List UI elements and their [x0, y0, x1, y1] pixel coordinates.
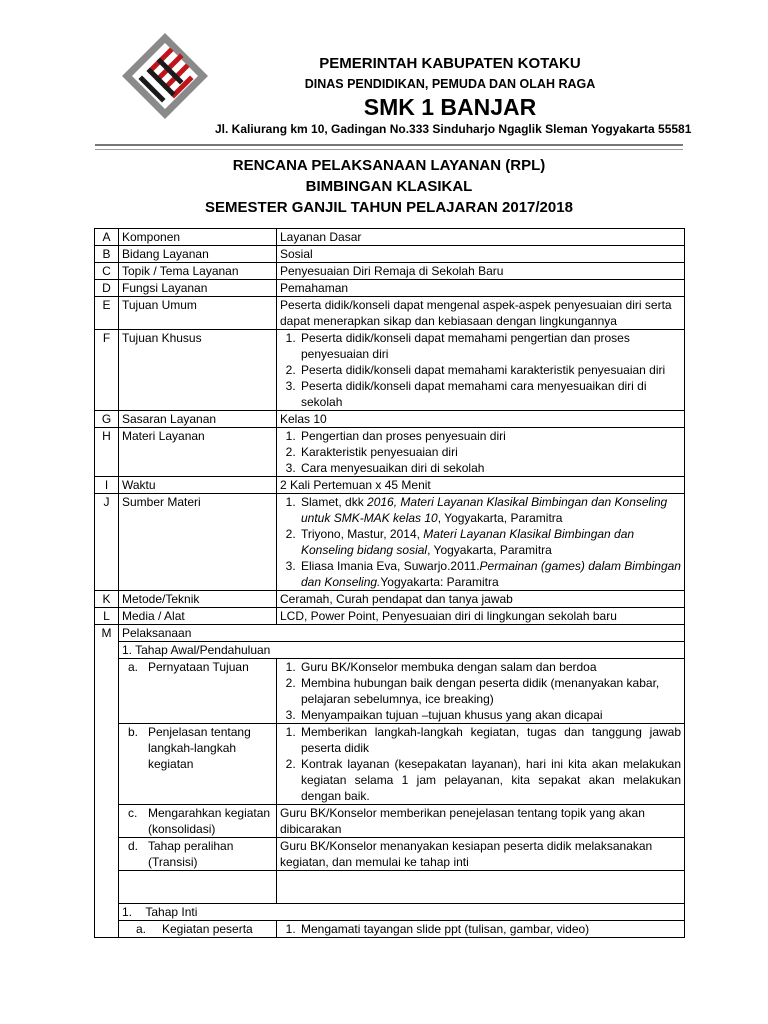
table-row: [95, 280, 685, 297]
step-title: Kegiatan peserta: [162, 922, 253, 936]
row-label: Pelaksanaan: [119, 625, 685, 642]
header-divider-thin: [95, 149, 683, 150]
step-title: Penjelasan tentang langkah-langkah kegiatan: [148, 725, 251, 771]
document-title: RENCANA PELAKSANAAN LAYANAN (RPL): [232, 157, 546, 174]
step-value: Guru BK/Konselor memberikan penejelasan tentang topik yang akan dibicarakan: [277, 805, 685, 838]
step-key: c.: [128, 806, 138, 820]
sumber-list: [280, 494, 681, 590]
list-item: 2. Membina hubungan baik dengan peserta didik (menanyakan kabar, pelajaran sebelumnya, ice breaking): [299, 675, 681, 707]
langkah-list: [280, 724, 681, 804]
row-value: Sosial: [277, 246, 685, 263]
step-value: Guru BK/Konselor menanyakan kesiapan peserta didik melaksanakan kegiatan, dan memulai ke tahap inti: [277, 838, 685, 871]
department-name: DINAS PENDIDIKAN, PEMUDA DAN OLAH RAGA: [304, 77, 596, 91]
table-row: [95, 805, 685, 838]
table-row: [95, 494, 685, 591]
row-label: Tujuan Umum: [119, 297, 277, 330]
row-code: L: [95, 608, 119, 625]
header-divider-thick: [95, 144, 683, 146]
step-value: [277, 921, 685, 938]
list-item: [299, 558, 681, 590]
row-label: Materi Layanan: [119, 428, 277, 477]
ref-title: 2016, Materi Layanan Klasikal Bimbingan dan Konseling untuk SMK-MAK kelas 10: [301, 495, 668, 525]
list-item: 1. Peserta didik/konseli dapat memahami pengertian dan proses penyesuaian diri: [299, 330, 681, 362]
ref-author: Eliasa Imania Eva, Suwarjo.2011.: [301, 559, 480, 573]
row-label: Metode/Teknik: [119, 591, 277, 608]
row-code: D: [95, 280, 119, 297]
list-item: 1. Pengertian dan proses penyesuain diri: [299, 428, 681, 444]
table-row: [95, 428, 685, 477]
kegiatan-list: [280, 921, 681, 937]
table-row: [95, 477, 685, 494]
ref-title: Materi Layanan Klasikal Bimbingan dan Konseling bidang sosial: [301, 527, 635, 557]
step-key: b.: [128, 725, 139, 739]
tahap-awal-heading: 1. Tahap Awal/Pendahuluan: [119, 642, 685, 659]
spacer-cell: [277, 871, 685, 904]
step-title: Pernyataan Tujuan: [148, 660, 249, 674]
step-value: [277, 724, 685, 805]
step-label: [119, 805, 277, 838]
step-label: [119, 921, 277, 938]
rpl-table: [94, 228, 685, 938]
government-name: PEMERINTAH KABUPATEN KOTAKU: [319, 55, 581, 72]
row-value: Layanan Dasar: [277, 229, 685, 246]
row-value: [277, 494, 685, 591]
row-label: Bidang Layanan: [119, 246, 277, 263]
step-title: Tahap peralihan (Transisi): [148, 839, 234, 869]
ref-publisher: , Yogyakarta, Paramitra: [427, 543, 552, 557]
ref-publisher: Yogyakarta: Paramitra: [380, 575, 499, 589]
row-label: Topik / Tema Layanan: [119, 263, 277, 280]
row-code: M: [95, 625, 119, 938]
row-code: F: [95, 330, 119, 411]
row-label: Media / Alat: [119, 608, 277, 625]
step-label: [119, 659, 277, 724]
table-row: [95, 246, 685, 263]
row-code: C: [95, 263, 119, 280]
pernyataan-tujuan-list: [280, 659, 681, 723]
row-label: Sasaran Layanan: [119, 411, 277, 428]
table-row: [95, 838, 685, 871]
step-value: [277, 659, 685, 724]
list-item: 3. Peserta didik/konseli dapat memahami cara menyesuaikan diri di sekolah: [299, 378, 681, 410]
row-value: LCD, Power Point, Penyesuaian diri di lingkungan sekolah baru: [277, 608, 685, 625]
row-label: Sumber Materi: [119, 494, 277, 591]
row-value: Penyesuaian Diri Remaja di Sekolah Baru: [277, 263, 685, 280]
list-item: 2. Peserta didik/konseli dapat memahami karakteristik penyesuaian diri: [299, 362, 681, 378]
list-item: 1. Memberikan langkah-langkah kegiatan, tugas dan tanggung jawab peserta didik: [299, 724, 681, 756]
row-value: [277, 330, 685, 411]
table-row: [95, 659, 685, 724]
table-row: [95, 297, 685, 330]
materi-list: [280, 428, 681, 476]
list-item: 2. Karakteristik penyesuaian diri: [299, 444, 681, 460]
document-subtitle: BIMBINGAN KLASIKAL: [305, 178, 473, 195]
row-code: A: [95, 229, 119, 246]
school-name: SMK 1 BANJAR: [363, 94, 537, 120]
table-row: [95, 642, 685, 659]
table-row: [95, 608, 685, 625]
tujuan-khusus-list: [280, 330, 681, 410]
table-row: [95, 921, 685, 938]
school-logo: [120, 31, 210, 121]
ref-title: Permainan (games) dalam Bimbingan dan Konseling.: [301, 559, 681, 589]
list-item: [299, 494, 681, 526]
row-code: I: [95, 477, 119, 494]
ref-author: Triyono, Mastur, 2014,: [301, 527, 424, 541]
table-row: [95, 411, 685, 428]
row-label: Fungsi Layanan: [119, 280, 277, 297]
step-key: a.: [128, 660, 139, 674]
row-value: Peserta didik/konseli dapat mengenal aspek-aspek penyesuaian diri serta dapat menerapkan sikap dan kebiasaan dengan lingkungannya: [277, 297, 685, 330]
table-row: [95, 330, 685, 411]
list-item: [299, 526, 681, 558]
list-item: 2. Kontrak layanan (kesepakatan layanan), hari ini kita akan melakukan kegiatan selama 1 jam pelayanan, kita sepakat akan melakukan dengan baik.: [299, 756, 681, 804]
table-row: [95, 263, 685, 280]
document-semester: SEMESTER GANJIL TAHUN PELAJARAN 2017/2018: [205, 199, 573, 216]
table-row: [95, 229, 685, 246]
step-label: [119, 724, 277, 805]
row-code: G: [95, 411, 119, 428]
row-value: Kelas 10: [277, 411, 685, 428]
school-address: Jl. Kaliurang km 10, Gadingan No.333 Sinduharjo Ngaglik Sleman Yogyakarta 55581: [215, 122, 692, 136]
row-code: E: [95, 297, 119, 330]
list-item: 3. Menyampaikan tujuan –tujuan khusus yang akan dicapai: [299, 707, 681, 723]
table-row: [95, 591, 685, 608]
row-label: Komponen: [119, 229, 277, 246]
row-code: H: [95, 428, 119, 477]
step-key: d.: [128, 839, 139, 853]
ref-publisher: , Yogyakarta, Paramitra: [437, 511, 563, 525]
row-code: K: [95, 591, 119, 608]
step-label: [119, 838, 277, 871]
row-value: Pemahaman: [277, 280, 685, 297]
tahap-inti-heading: 1. Tahap Inti: [119, 904, 685, 921]
row-label: Waktu: [119, 477, 277, 494]
row-label: Tujuan Khusus: [119, 330, 277, 411]
row-value: Ceramah, Curah pendapat dan tanya jawab: [277, 591, 685, 608]
list-item: 1. Mengamati tayangan slide ppt (tulisan, gambar, video): [299, 921, 681, 937]
row-value: 2 Kali Pertemuan x 45 Menit: [277, 477, 685, 494]
table-row: [95, 904, 685, 921]
step-title: Mengarahkan kegiatan (konsolidasi): [148, 806, 271, 836]
spacer-cell: [119, 871, 277, 904]
table-row: [95, 625, 685, 642]
row-code: B: [95, 246, 119, 263]
list-item: 1. Guru BK/Konselor membuka dengan salam dan berdoa: [299, 659, 681, 675]
table-row: [95, 724, 685, 805]
ref-author: Slamet, dkk: [301, 495, 368, 509]
row-value: [277, 428, 685, 477]
step-key: a.: [136, 922, 147, 936]
row-code: J: [95, 494, 119, 591]
list-item: 3. Cara menyesuaikan diri di sekolah: [299, 460, 681, 476]
table-row: [95, 871, 685, 904]
